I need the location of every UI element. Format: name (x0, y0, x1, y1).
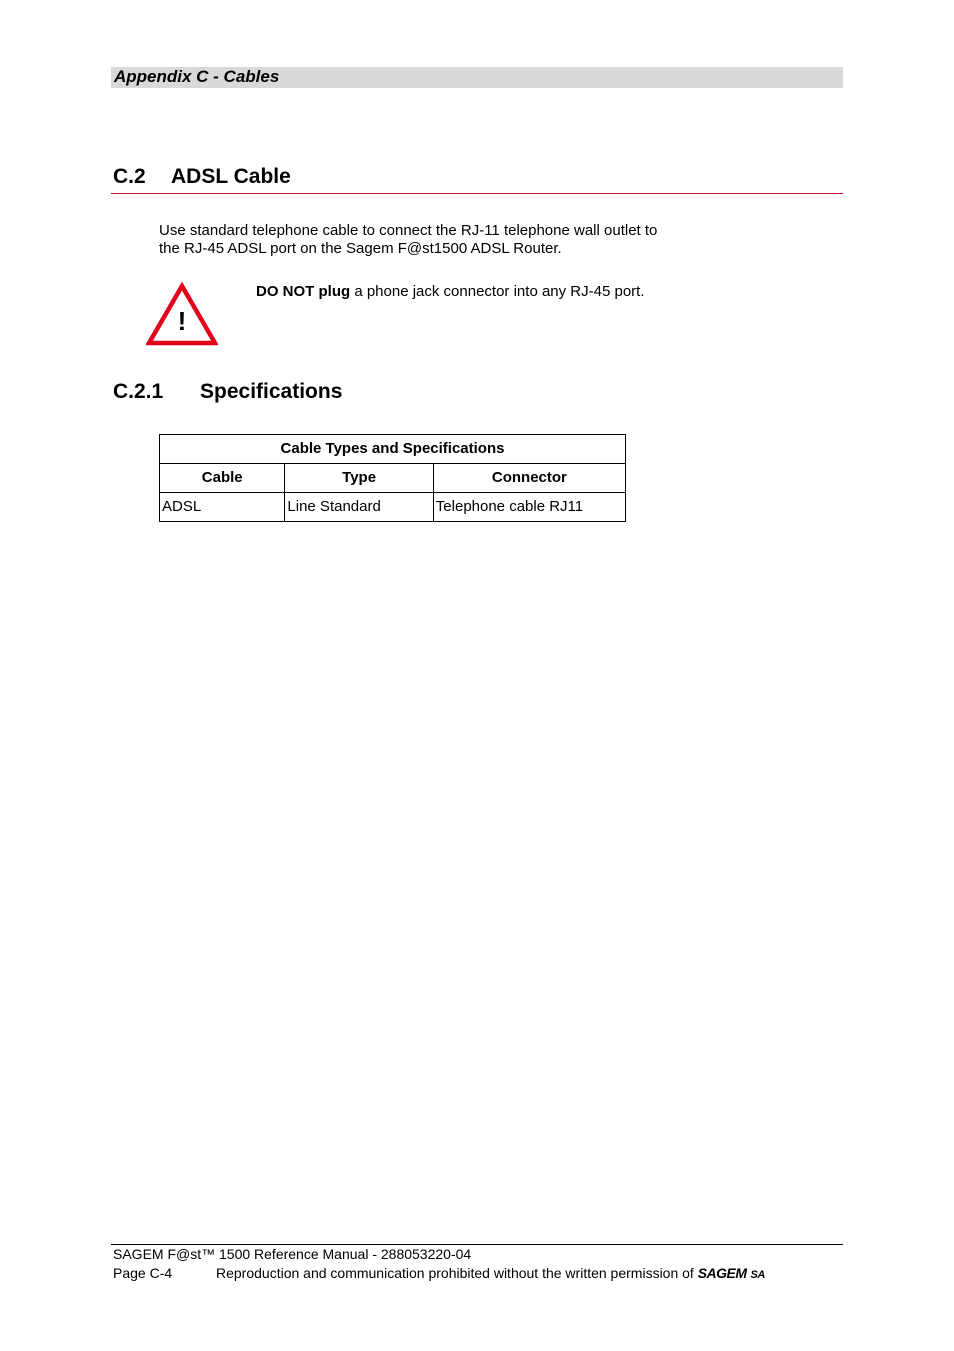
subsection-title: Specifications (200, 380, 343, 403)
section-heading (113, 164, 291, 190)
warning-message (256, 283, 645, 301)
body-paragraph (159, 222, 719, 258)
table-row (160, 493, 626, 522)
section-number: C.2 (113, 165, 146, 188)
table-caption-row (160, 435, 626, 464)
table-cell-cable: ADSL (160, 493, 285, 522)
sagem-logo (698, 1265, 765, 1281)
table-cell-type: Line Standard (285, 493, 433, 522)
footer-notice: Reproduction and communication prohibited without the written permission of (216, 1265, 694, 1281)
footer-manual-title: SAGEM F@st™ 1500 Reference Manual - 288053220-04 (113, 1246, 472, 1262)
table-caption: Cable Types and Specifications (160, 435, 626, 464)
section-divider (111, 193, 843, 194)
column-header-connector: Connector (433, 464, 625, 493)
column-header-cable: Cable (160, 464, 285, 493)
table-header-row (160, 464, 626, 493)
running-header (111, 67, 843, 88)
footer-notice-line (113, 1265, 765, 1284)
table-cell-connector: Telephone cable RJ11 (433, 493, 625, 522)
warning-text: a phone jack connector into any RJ-45 port. (350, 283, 645, 300)
running-header-title: Appendix C - Cables (114, 67, 280, 86)
section-title: ADSL Cable (171, 165, 291, 188)
body-line-1: Use standard telephone cable to connect the RJ-11 telephone wall outlet to (159, 222, 658, 239)
sagem-logo-suffix: SA (750, 1269, 765, 1281)
warning-bold-text: DO NOT plug (256, 283, 351, 300)
sagem-logo-main: SAGEM (697, 1265, 747, 1281)
footer-divider (111, 1244, 843, 1245)
warning-symbol: ! (177, 306, 187, 336)
warning-triangle-icon (146, 282, 218, 346)
body-line-2: the RJ-45 ADSL port on the Sagem F@st1500 ADSL Router. (159, 240, 562, 257)
footer-page-number: Page C-4 (113, 1265, 173, 1281)
subsection-number: C.2.1 (113, 380, 164, 403)
spec-table (159, 434, 626, 522)
subsection-heading (113, 379, 342, 405)
column-header-type: Type (285, 464, 433, 493)
